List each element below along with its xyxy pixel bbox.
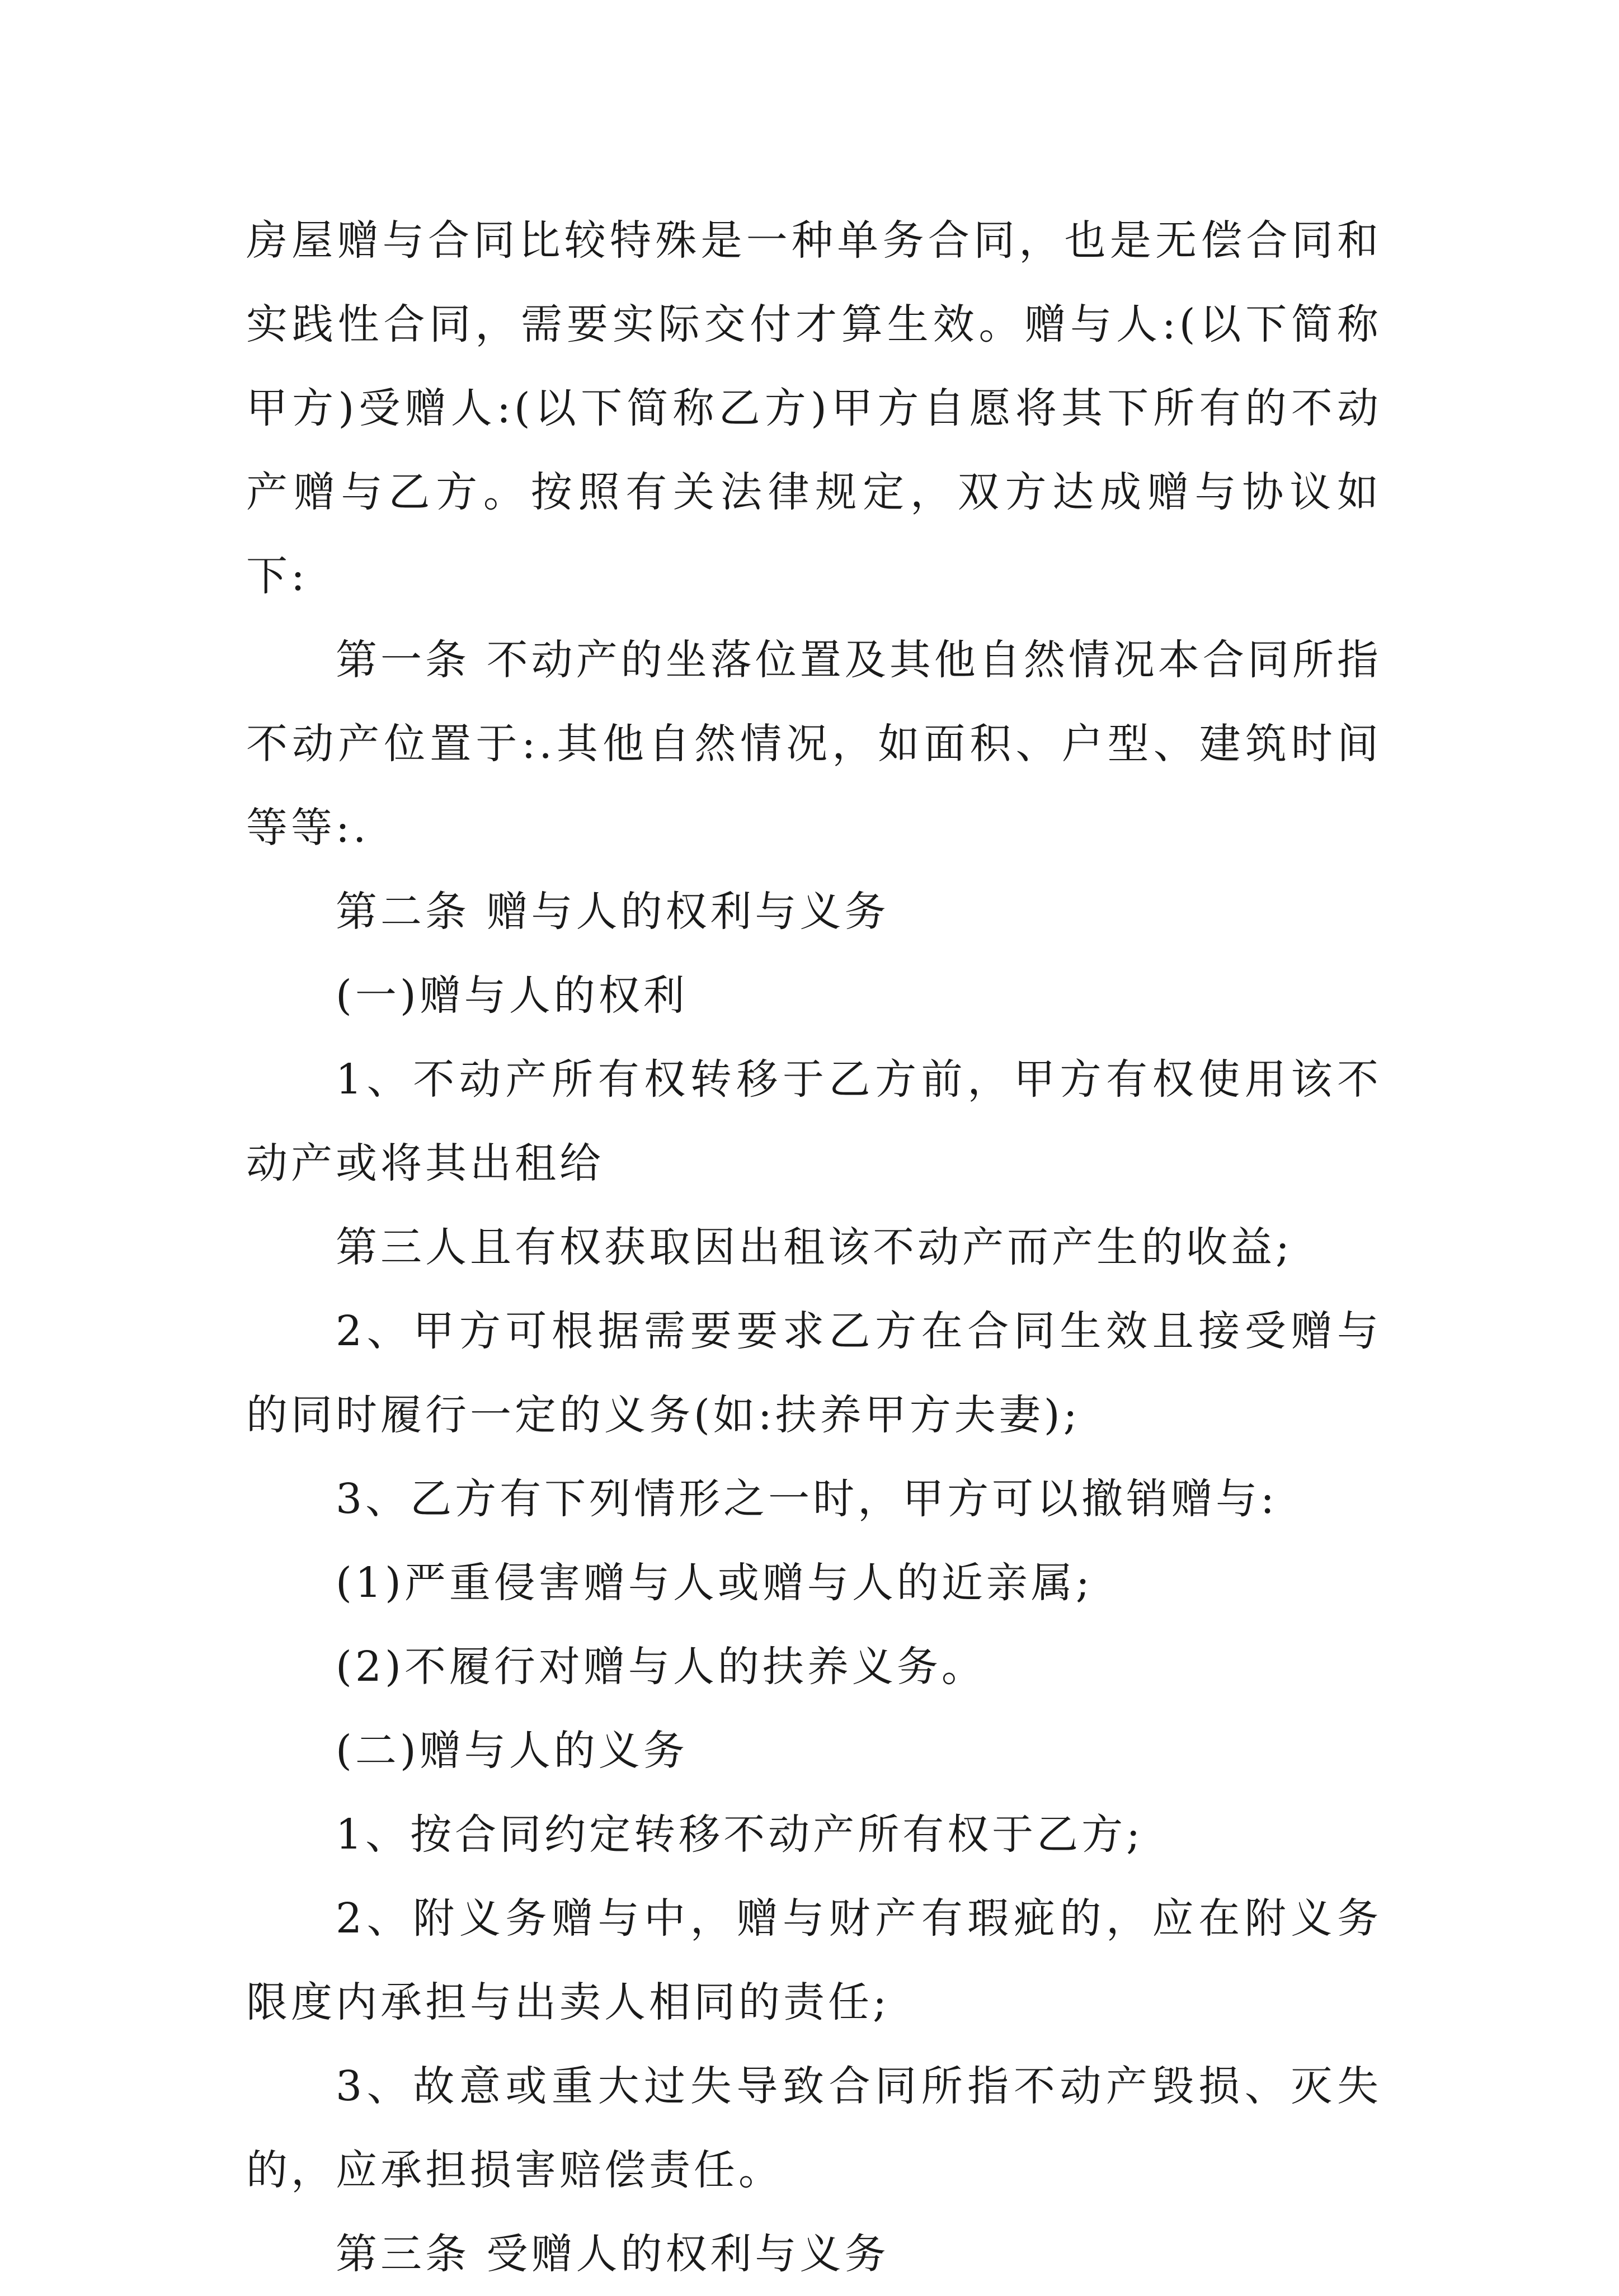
paragraph-donor-right-2: 2、甲方可根据需要要求乙方在合同生效且接受赠与的同时履行一定的义务(如:扶养甲方夫妻); <box>246 1307 1382 1439</box>
paragraph-article-3-heading: 第三条 受赠人的权利与义务 <box>336 2230 889 2278</box>
paragraph-donor-right-1-cont: 第三人且有权获取因出租该不动产而产生的收益; <box>336 1223 1293 1271</box>
paragraph-donor-duty-2: 2、附义务赠与中，赠与财产有瑕疵的，应在附义务限度内承担与出卖人相同的责任; <box>246 1894 1382 2026</box>
paragraph-revoke-case-2: (2)不履行对赠与人的扶养义务。 <box>336 1643 986 1691</box>
paragraph-donor-rights-heading: (一)赠与人的权利 <box>336 972 688 1020</box>
paragraph-donor-right-1: 1、不动产所有权转移于乙方前，甲方有权使用该不动产或将其出租给 <box>246 1055 1382 1187</box>
paragraph-intro: 房屋赠与合同比较特殊是一种单务合同，也是无偿合同和实践性合同，需要实际交付才算生效。赠与人:(以下简称甲方)受赠人:(以下简称乙方)甲方自愿将其下所有的不动产赠与乙方。按照有关法律规定，双方达成赠与协议如下: <box>246 216 1382 600</box>
paragraph-donor-duty-1: 1、按合同约定转移不动产所有权于乙方; <box>336 1811 1144 1859</box>
document-body <box>246 199 1382 2296</box>
paragraph-donor-duties-heading: (二)赠与人的义务 <box>336 1727 688 1775</box>
paragraph-donor-right-3: 3、乙方有下列情形之一时，甲方可以撤销赠与: <box>336 1475 1278 1523</box>
paragraph-article-1: 第一条 不动产的坐落位置及其他自然情况本合同所指不动产位置于:.其他自然情况，如面积、户型、建筑时间等等:. <box>246 636 1382 852</box>
paragraph-revoke-case-1: (1)严重侵害赠与人或赠与人的近亲属; <box>336 1559 1093 1607</box>
paragraph-article-2-heading: 第二条 赠与人的权利与义务 <box>336 888 889 936</box>
paragraph-donor-duty-3: 3、故意或重大过失导致合同所指不动产毁损、灭失的，应承担损害赔偿责任。 <box>246 2062 1382 2194</box>
